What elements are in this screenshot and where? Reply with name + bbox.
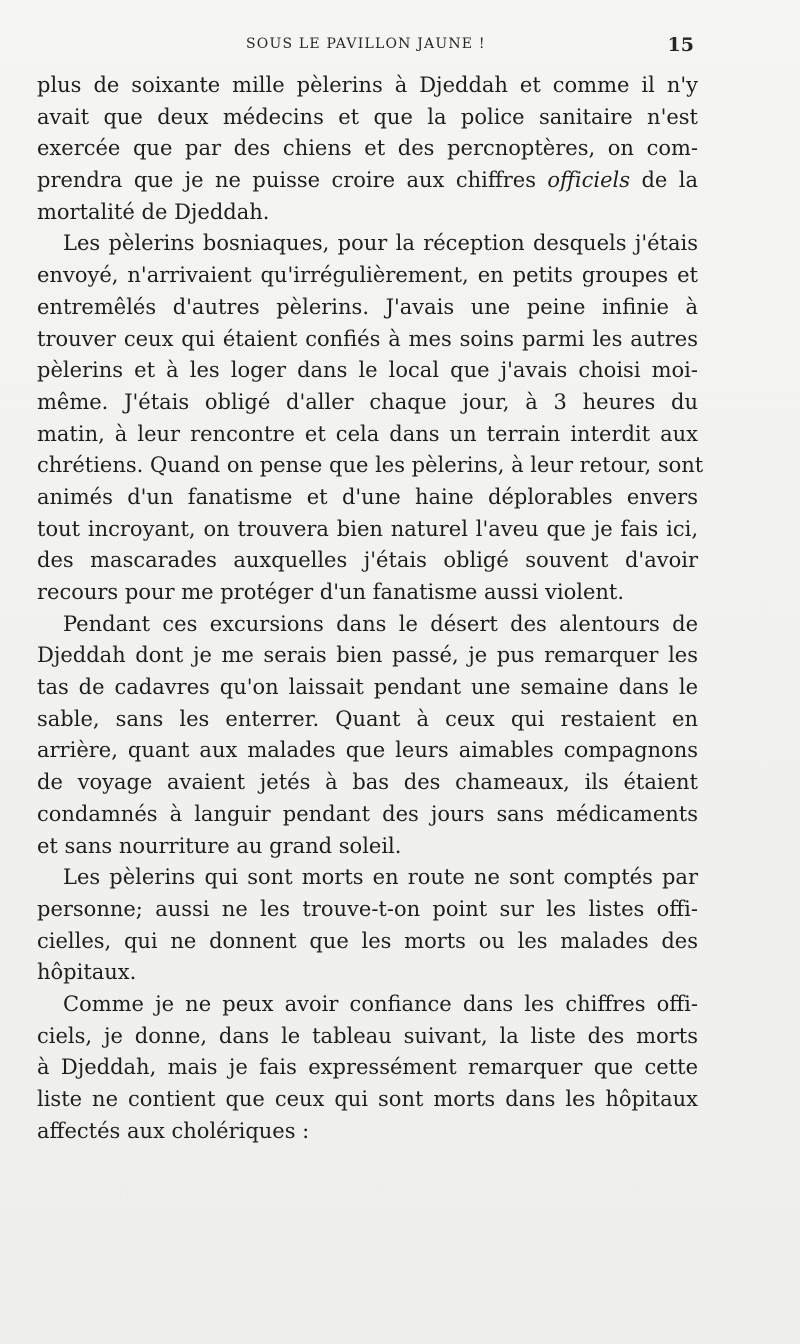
text-line: tas de cadavres qu'on laissait pendant une semaine dans le (37, 675, 698, 700)
text-line: Les pèlerins qui sont morts en route ne sont comptés par (63, 865, 698, 890)
text-line: des mascarades auxquelles j'étais obligé souvent d'avoir (37, 548, 698, 573)
text-line: pèlerins et à les loger dans le local que j'avais choisi moi- (37, 358, 698, 383)
text-line: Les pèlerins bosniaques, pour la réception desquels j'étais (63, 231, 698, 256)
text-line: Djeddah dont je me serais bien passé, je pus remarquer les (37, 643, 698, 668)
text-line: personne; aussi ne les trouve-t-on point sur les listes offi- (37, 896, 698, 921)
text-line: condamnés à languir pendant des jours sans médicaments (37, 801, 698, 826)
text-line: exercée que par des chiens et des percnoptères, on com- (37, 136, 698, 161)
body-text (37, 70, 704, 1147)
text-line: entremêlés d'autres pèlerins. J'avais une peine infinie à (37, 294, 698, 319)
text-line: arrière, quant aux malades que leurs aimables compagnons (37, 738, 698, 763)
text-line: Comme je ne peux avoir confiance dans les chiffres offi- (63, 991, 698, 1016)
page-number: 15 (667, 34, 694, 56)
text-line: même. J'étais obligé d'aller chaque jour, à 3 heures du (37, 389, 698, 414)
text-line: et sans nourriture au grand soleil. (37, 833, 402, 858)
text-line: liste ne contient que ceux qui sont morts dans les hôpitaux (37, 1087, 698, 1111)
text-line: animés d'un fanatisme et d'une haine déplorables envers (37, 484, 698, 509)
running-title: SOUS LE PAVILLON JAUNE ! (246, 36, 486, 52)
text-line: Pendant ces excursions dans le désert des alentours de (63, 611, 698, 636)
text-line (37, 165, 698, 197)
text-line: cielles, qui ne donnent que les morts ou les malades des (37, 928, 698, 953)
text-line: chrétiens. Quand on pense que les pèlerins, à leur retour, sont (37, 453, 704, 478)
text-line: affectés aux cholériques : (37, 1118, 310, 1143)
text-line: tout incroyant, on trouvera bien naturel l'aveu que je fais ici, (37, 516, 698, 541)
text-line: avait que deux médecins et que la police sanitaire n'est (37, 104, 698, 129)
text-line: mortalité de Djeddah. (37, 199, 270, 224)
text-line: trouver ceux qui étaient confiés à mes soins parmi les autres (37, 326, 698, 351)
text-line: plus de soixante mille pèlerins à Djeddah et comme il n'y (37, 73, 698, 97)
text-line: de voyage avaient jetés à bas des chameaux, ils étaient (37, 770, 698, 795)
running-head (0, 36, 800, 60)
text-line: hôpitaux. (37, 960, 137, 985)
italic-word: officiels (547, 168, 631, 193)
text-fragment: prendra que je ne puisse croire aux chiffres (37, 168, 548, 193)
text-line: envoyé, n'arrivaient qu'irrégulièrement, en petits groupes et (37, 263, 698, 288)
text-line: à Djeddah, mais je fais expressément remarquer que cette (37, 1055, 698, 1080)
text-line: recours pour me protéger d'un fanatisme aussi violent. (37, 580, 625, 604)
text-fragment: de la (630, 168, 698, 193)
text-line: sable, sans les enterrer. Quant à ceux qui restaient en (37, 706, 698, 731)
text-line: ciels, je donne, dans le tableau suivant, la liste des morts (37, 1023, 698, 1048)
text-line: matin, à leur rencontre et cela dans un terrain interdit aux (37, 421, 698, 446)
